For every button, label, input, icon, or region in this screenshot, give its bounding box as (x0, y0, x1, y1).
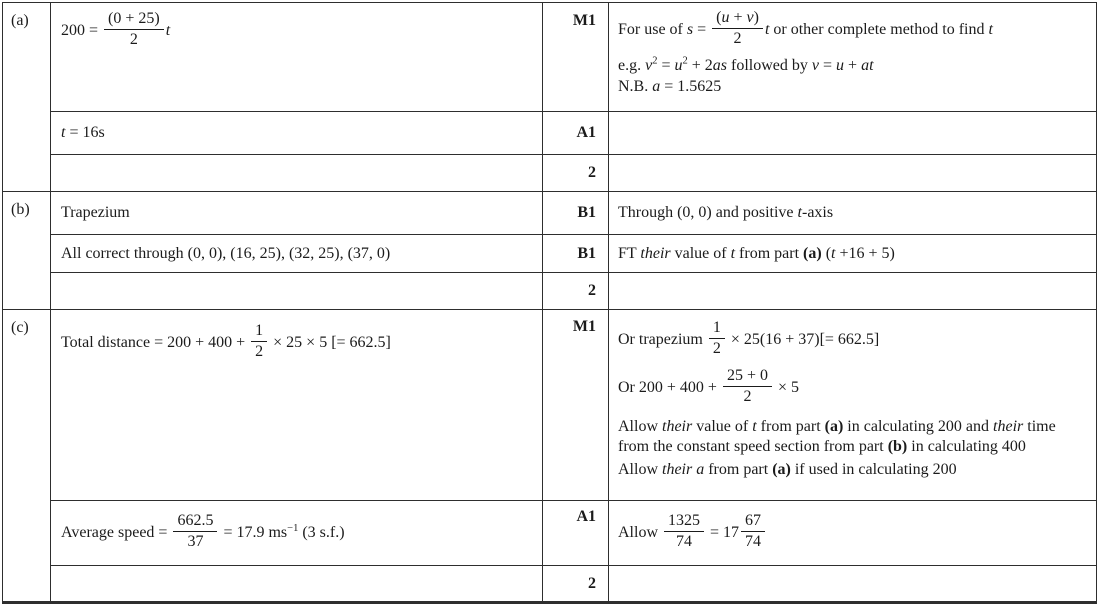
table-row (51, 273, 1096, 309)
comment-cell-b2 (609, 235, 1096, 272)
table-row (51, 566, 1096, 601)
mark-cell-a2 (543, 112, 609, 154)
fraction: $\frac{1}{2}$ (251, 322, 267, 361)
section-b-rows (51, 192, 1096, 309)
math-line: Total distance = 200 + 400 + $\frac{1}{2}$ × 25 × 5 [= 662.5] (61, 322, 391, 360)
comment-cell-c3 (609, 566, 1096, 601)
mark-code: A1 (576, 508, 596, 525)
total-marks: 2 (588, 574, 596, 592)
math-line: N.B. a = 1.5625 (618, 77, 722, 95)
math-line: For use of s = $\frac{(u + v)}{2}$ t or other complete method to find t (618, 9, 993, 47)
math-line: t = 16s (61, 124, 105, 141)
comment-cell-b3 (609, 273, 1096, 309)
comment-cell-a2 (609, 112, 1096, 154)
part-label-a (3, 3, 51, 191)
math-line: FT their value of t from part (a) (t +16 + 5) (618, 244, 895, 262)
comment-cell-a1 (609, 3, 1096, 111)
mark-code: M1 (572, 318, 596, 335)
mark-code: A1 (576, 124, 596, 141)
math-line: Trapezium (61, 204, 130, 221)
total-marks-cell-a (543, 155, 609, 191)
comment-cell-a3 (609, 155, 1096, 191)
mark-cell-a1 (543, 3, 609, 111)
math-line: Or 200 + 400 + $\frac{25 + 0}{2}$ × 5 (618, 366, 799, 405)
table-row (51, 3, 1096, 112)
fraction: $\frac{(0 + 25)}{2}$ (104, 10, 164, 49)
mark-cell-c1 (543, 310, 609, 500)
fraction: $\frac{67}{74}$ (741, 512, 765, 551)
mark-cell-c2 (543, 501, 609, 565)
fraction: $\frac{662.5}{37}$ (173, 512, 217, 551)
working-cell-c1 (51, 310, 543, 500)
mark-scheme-table (2, 2, 1097, 604)
part-label-b (3, 192, 51, 309)
mark-code: B1 (577, 244, 596, 262)
total-marks: 2 (588, 164, 596, 181)
math-line: e.g. $v^2 = u^2 + 2as$ followed by v = u + at (618, 55, 874, 74)
working-cell-c3 (51, 566, 543, 601)
mark-code: M1 (572, 12, 596, 29)
working-cell-b3 (51, 273, 543, 309)
fraction: $\frac{25 + 0}{2}$ (723, 367, 772, 406)
table-row (51, 501, 1096, 566)
math-line: Allow $\frac{1325}{74}$ = 17 $\frac{67}{74}$ (618, 514, 1088, 553)
working-cell-a2 (51, 112, 543, 154)
working-cell-c2 (51, 501, 543, 565)
working-cell-a3 (51, 155, 543, 191)
fraction: $\frac{(u + v)}{2}$ (712, 9, 763, 48)
section-c (3, 310, 1096, 601)
section-a (3, 3, 1096, 192)
section-c-rows (51, 310, 1096, 601)
fraction: $\frac{1}{2}$ (709, 319, 725, 358)
total-marks: 2 (588, 282, 596, 299)
math-line: Through (0, 0) and positive t-axis (618, 204, 834, 221)
comment-cell-c2 (609, 501, 1096, 565)
working-cell-a1 (51, 3, 543, 111)
math-line: All correct through (0, 0), (16, 25), (32, 25), (37, 0) (61, 244, 391, 262)
table-row (51, 235, 1096, 273)
comment-cell-c1 (609, 310, 1096, 500)
math-line: Or trapezium $\frac{1}{2}$ × 25(16 + 37)[= 662.5] (618, 319, 880, 357)
comment-paragraph: Allow their value of t from part (a) in calculating 200 and their time from the constant speed section from part (b) in calculating 400 (618, 417, 1056, 456)
mark-cell-b1 (543, 192, 609, 234)
section-b (3, 192, 1096, 310)
section-a-rows (51, 3, 1096, 191)
part-label-c-text: (c) (11, 319, 29, 336)
working-cell-b2 (51, 235, 543, 272)
part-label-b-text: (b) (11, 201, 30, 218)
mark-code: B1 (577, 204, 596, 221)
table-row (51, 192, 1096, 235)
table-row (51, 112, 1096, 155)
comment-cell-b1 (609, 192, 1096, 234)
table-row (51, 155, 1096, 191)
fraction: $\frac{1325}{74}$ (664, 512, 704, 551)
math-line: Allow their a from part (a) if used in calculating 200 (618, 461, 957, 479)
table-row (51, 310, 1096, 501)
part-label-a-text: (a) (11, 12, 29, 29)
total-marks-cell-b (543, 273, 609, 309)
mark-cell-b2 (543, 235, 609, 272)
total-marks-cell-c (543, 566, 609, 601)
working-cell-b1 (51, 192, 543, 234)
math-line: 200 = $\frac{(0 + 25)}{2}$ t (61, 10, 171, 48)
part-label-c (3, 310, 51, 601)
math-line: Average speed = $\frac{662.5}{37}$ = 17.9 $ms^{-1}$ (3 s.f.) (61, 511, 345, 550)
